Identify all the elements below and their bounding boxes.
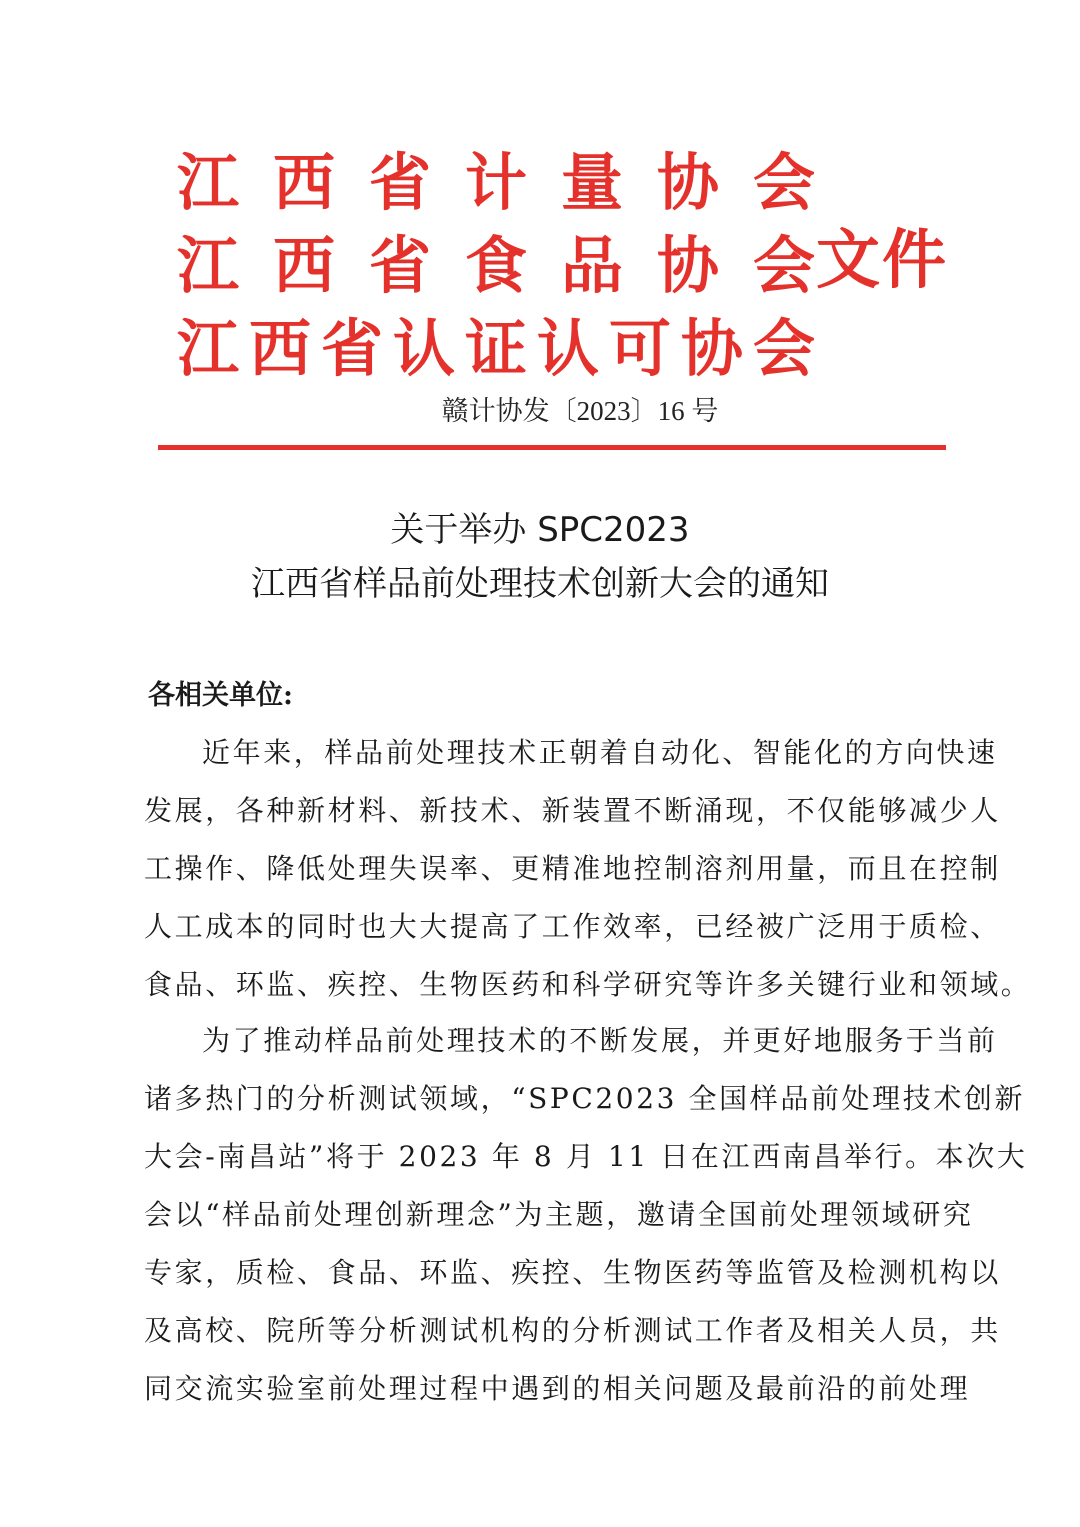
paragraph-line: 大会-南昌站”将于 2023 年 8 月 11 日在江西南昌举行。本次大 bbox=[144, 1140, 1028, 1173]
paragraph-line: 诸多热门的分析测试领域，“SPC2023 全国样品前处理技术创新 bbox=[144, 1082, 1026, 1115]
letterhead-line-certification-association: 江 西 省 认 证 认 可 协 会 bbox=[176, 312, 815, 385]
paragraph-line: 同交流实验室前处理过程中遇到的相关问题及最前沿的前处理 bbox=[144, 1372, 971, 1405]
letterhead-line-food-association: 江 西 省 食 品 协 会 bbox=[176, 229, 815, 302]
paragraph-line: 近年来，样品前处理技术正朝着自动化、智能化的方向快速 bbox=[202, 736, 998, 769]
paragraph-line: 发展，各种新材料、新技术、新装置不断涌现，不仅能够减少人 bbox=[144, 794, 1001, 827]
letterhead-document-suffix: 文件 bbox=[816, 223, 948, 298]
letterhead-line-metrology-association: 江 西 省 计 量 协 会 bbox=[176, 146, 815, 219]
document-number: 赣计协发〔2023〕16 号 bbox=[441, 396, 719, 426]
notice-title-line-2: 江西省样品前处理技术创新大会的通知 bbox=[251, 564, 829, 604]
letterhead bbox=[176, 138, 976, 385]
notice-title-line-1: 关于举办 SPC2023 bbox=[390, 510, 690, 550]
paragraph-2 bbox=[144, 1012, 1028, 1418]
red-separator-rule bbox=[158, 445, 946, 450]
paragraph-line: 工操作、降低处理失误率、更精准地控制溶剂用量，而且在控制 bbox=[144, 852, 1001, 885]
paragraph-line: 为了推动样品前处理技术的不断发展，并更好地服务于当前 bbox=[202, 1024, 998, 1057]
salutation: 各相关单位: bbox=[148, 680, 293, 711]
paragraph-line: 及高校、院所等分析测试机构的分析测试工作者及相关人员，共 bbox=[144, 1314, 1001, 1347]
paragraph-1 bbox=[144, 724, 1032, 1014]
paragraph-line: 人工成本的同时也大大提高了工作效率，已经被广泛用于质检、 bbox=[144, 910, 1001, 943]
paragraph-line: 食品、环监、疾控、生物医药和科学研究等许多关键行业和领域。 bbox=[144, 968, 1032, 1001]
paragraph-line: 专家，质检、食品、环监、疾控、生物医药等监管及检测机构以 bbox=[144, 1256, 1001, 1289]
paragraph-line: 会以“样品前处理创新理念”为主题，邀请全国前处理领域研究 bbox=[144, 1198, 974, 1231]
